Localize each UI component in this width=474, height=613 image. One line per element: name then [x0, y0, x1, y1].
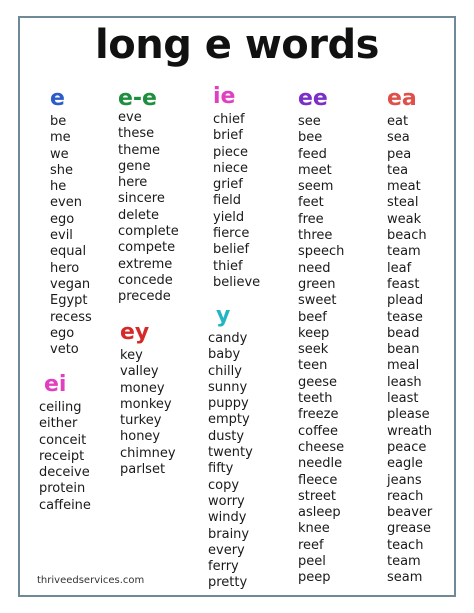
- word-item: peep: [298, 570, 331, 586]
- word-item: street: [298, 488, 337, 504]
- word-item: turkey: [120, 413, 162, 429]
- word-item: Egypt: [50, 293, 88, 309]
- word-item: chief: [213, 112, 245, 127]
- word-item: feast: [387, 276, 420, 292]
- word-item: recess: [50, 309, 92, 325]
- word-item: parlset: [120, 462, 166, 478]
- word-item: concede: [118, 272, 173, 288]
- word-item: tease: [387, 309, 423, 325]
- word-item: wreath: [387, 423, 432, 439]
- word-item: me: [50, 130, 71, 146]
- word-item: freeze: [298, 407, 339, 423]
- word-item: theme: [118, 142, 160, 158]
- word-item: protein: [39, 481, 86, 497]
- word-item: fifty: [208, 461, 234, 477]
- group-ie: [213, 84, 260, 291]
- word-item: honey: [120, 429, 161, 445]
- word-item: thief: [213, 258, 243, 274]
- word-item: coffee: [298, 423, 339, 439]
- word-item: meat: [387, 179, 421, 195]
- word-item: be: [50, 114, 67, 129]
- word-item: belief: [213, 242, 250, 258]
- word-item: monkey: [120, 396, 172, 412]
- word-item: feed: [298, 146, 327, 162]
- word-item: least: [387, 391, 419, 407]
- word-item: reef: [298, 537, 324, 553]
- word-item: teeth: [298, 391, 333, 407]
- word-item: veto: [50, 342, 79, 358]
- word-item: seem: [298, 179, 334, 195]
- word-item: sunny: [208, 379, 248, 395]
- word-item: fierce: [213, 226, 250, 242]
- word-item: beach: [387, 228, 427, 244]
- word-item: brainy: [208, 526, 250, 542]
- word-item: we: [50, 146, 69, 162]
- group-ea: [387, 86, 432, 587]
- word-item: worry: [208, 493, 245, 509]
- word-item: ego: [50, 325, 75, 341]
- word-list-e-e: [118, 110, 179, 306]
- group-ee: [298, 86, 344, 587]
- word-item: seam: [387, 570, 423, 586]
- word-item: chilly: [208, 363, 242, 379]
- word-item: needle: [298, 456, 343, 472]
- word-item: three: [298, 228, 333, 244]
- word-item: peace: [387, 439, 427, 455]
- word-item: green: [298, 276, 336, 292]
- word-item: gene: [118, 158, 151, 174]
- word-item: evil: [50, 228, 73, 244]
- word-item: please: [387, 407, 430, 423]
- word-item: deceive: [39, 465, 90, 481]
- group-header-ey: ey: [120, 320, 150, 345]
- word-item: need: [298, 260, 331, 276]
- word-item: peel: [298, 554, 326, 570]
- word-item: reach: [387, 488, 424, 504]
- word-item: ferry: [208, 559, 239, 575]
- word-item: sincere: [118, 191, 165, 207]
- word-item: plead: [387, 293, 424, 309]
- word-item: eve: [118, 110, 142, 125]
- word-item: see: [298, 114, 321, 129]
- group-e: [50, 86, 92, 358]
- word-item: puppy: [208, 396, 249, 412]
- group-y: [208, 303, 253, 592]
- word-item: vegan: [50, 276, 91, 292]
- word-list-ei: [39, 400, 91, 514]
- word-item: windy: [208, 510, 247, 526]
- word-item: team: [387, 554, 421, 570]
- word-item: meet: [298, 162, 332, 178]
- word-item: piece: [213, 144, 249, 160]
- word-item: niece: [213, 160, 248, 176]
- page-title: long e words: [95, 22, 379, 68]
- word-item: empty: [208, 412, 250, 428]
- word-item: feet: [298, 195, 324, 211]
- group-header-y: y: [216, 303, 231, 328]
- word-item: keep: [298, 325, 330, 341]
- group-e-e: [118, 86, 179, 306]
- group-header-e-e: e-e: [118, 86, 157, 111]
- word-item: conceit: [39, 432, 87, 448]
- word-item: twenty: [208, 445, 253, 461]
- group-header-ea: ea: [387, 86, 417, 111]
- word-item: jeans: [387, 472, 422, 488]
- footer-website: thriveedservices.com: [37, 575, 145, 586]
- word-item: yield: [213, 209, 245, 225]
- word-item: weak: [387, 211, 422, 227]
- word-item: eagle: [387, 456, 423, 472]
- word-item: copy: [208, 477, 240, 493]
- word-item: knee: [298, 521, 330, 537]
- word-item: brief: [213, 128, 243, 144]
- word-item: extreme: [118, 256, 173, 272]
- word-item: equal: [50, 244, 87, 260]
- word-item: fleece: [298, 472, 338, 488]
- word-list-y: [208, 331, 253, 592]
- word-item: field: [213, 193, 242, 209]
- word-item: leash: [387, 374, 422, 390]
- word-item: these: [118, 126, 155, 142]
- word-item: caffeine: [39, 497, 91, 513]
- word-item: teach: [387, 537, 424, 553]
- word-item: key: [120, 348, 143, 363]
- word-item: bee: [298, 130, 323, 146]
- word-list-ie: [213, 112, 260, 291]
- group-header-ie: ie: [213, 84, 236, 109]
- word-item: sweet: [298, 293, 337, 309]
- word-item: money: [120, 380, 165, 396]
- word-item: delete: [118, 207, 159, 223]
- word-item: he: [50, 179, 67, 195]
- word-item: ego: [50, 211, 75, 227]
- word-item: receipt: [39, 448, 85, 464]
- word-item: pretty: [208, 575, 248, 591]
- word-item: leaf: [387, 260, 412, 276]
- word-item: even: [50, 195, 82, 211]
- group-header-ee: ee: [298, 86, 328, 111]
- word-item: geese: [298, 374, 338, 390]
- word-item: beef: [298, 309, 327, 325]
- word-item: precede: [118, 289, 171, 305]
- word-item: cheese: [298, 439, 345, 455]
- word-item: baby: [208, 347, 241, 363]
- word-item: dusty: [208, 428, 245, 444]
- group-ey: [120, 320, 176, 478]
- word-list-ee: [298, 114, 344, 587]
- word-item: meal: [387, 358, 420, 374]
- word-item: teen: [298, 358, 328, 374]
- word-item: every: [208, 542, 245, 558]
- word-list-ea: [387, 114, 432, 587]
- word-item: pea: [387, 146, 412, 162]
- word-item: asleep: [298, 505, 341, 521]
- word-item: tea: [387, 162, 409, 178]
- word-item: free: [298, 211, 324, 227]
- word-item: seek: [298, 342, 329, 358]
- word-item: grief: [213, 177, 243, 193]
- word-item: bead: [387, 325, 420, 341]
- word-item: bean: [387, 342, 420, 358]
- word-item: hero: [50, 260, 80, 276]
- word-item: valley: [120, 364, 159, 380]
- word-item: sea: [387, 130, 410, 146]
- word-item: grease: [387, 521, 432, 537]
- word-item: candy: [208, 331, 248, 346]
- word-item: eat: [387, 114, 409, 129]
- word-item: compete: [118, 240, 176, 256]
- word-item: either: [39, 416, 78, 432]
- group-ei: [39, 372, 91, 514]
- word-list-e: [50, 114, 92, 358]
- word-item: here: [118, 175, 148, 191]
- word-item: ceiling: [39, 400, 82, 415]
- word-item: steal: [387, 195, 419, 211]
- word-list-ey: [120, 348, 176, 478]
- word-item: believe: [213, 274, 261, 290]
- word-item: beaver: [387, 505, 433, 521]
- word-item: complete: [118, 224, 179, 240]
- word-item: chimney: [120, 445, 176, 461]
- word-item: she: [50, 162, 74, 178]
- word-item: team: [387, 244, 421, 260]
- word-item: speech: [298, 244, 345, 260]
- group-header-e: e: [50, 86, 65, 111]
- group-header-ei: ei: [44, 372, 67, 397]
